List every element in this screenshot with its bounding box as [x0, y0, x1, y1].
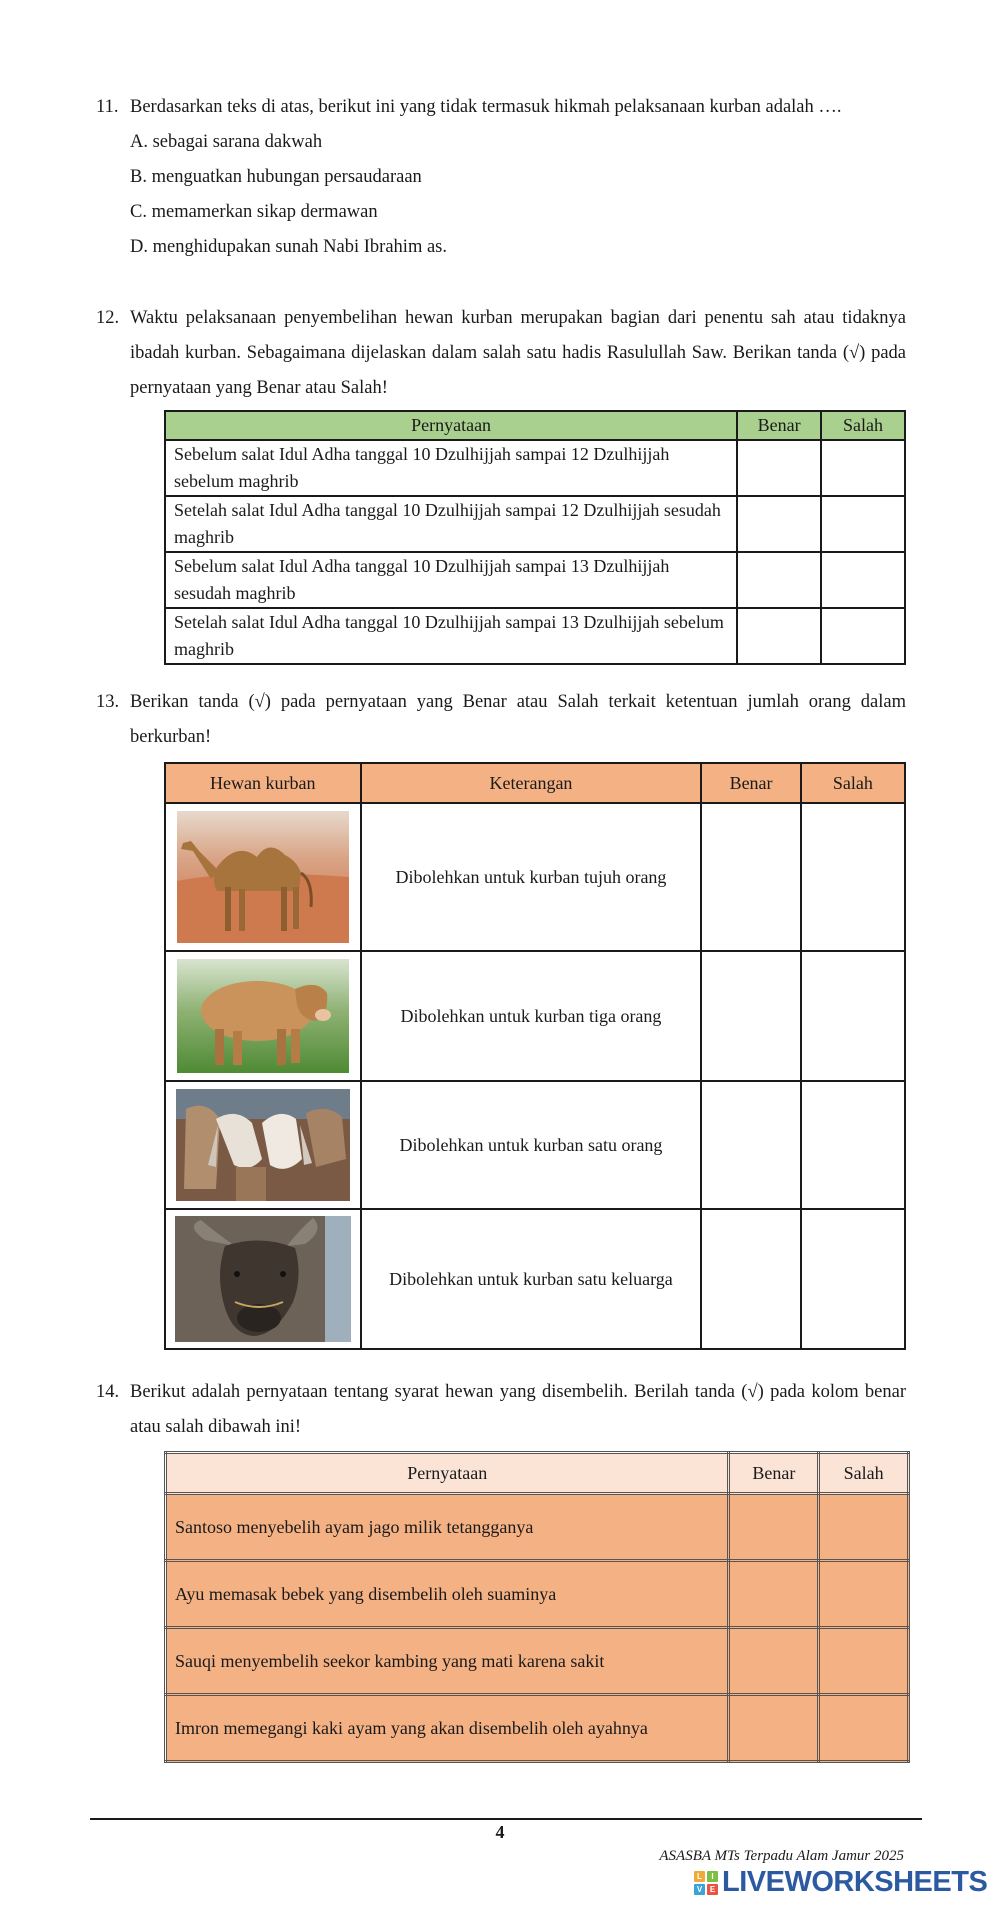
brand-name: LIVEWORKSHEETS — [722, 1866, 988, 1898]
salah-cell[interactable] — [821, 440, 905, 496]
benar-cell[interactable] — [737, 552, 821, 608]
header-keterangan: Keterangan — [361, 763, 702, 803]
question-text: Berikan tanda (√) pada pernyataan yang Benar atau Salah terkait ketentuan jumlah orang dalam berkurban! — [130, 692, 906, 747]
cow-image — [177, 959, 349, 1073]
header-salah: Salah — [819, 1453, 909, 1494]
option-c[interactable]: C. memamerkan sikap dermawan — [130, 202, 378, 222]
salah-cell[interactable] — [801, 951, 905, 1081]
salah-cell[interactable] — [819, 1695, 909, 1762]
statement-cell: Setelah salat Idul Adha tanggal 10 Dzulhijjah sampai 13 Dzulhijjah sebelum maghrib — [165, 608, 737, 664]
header-salah: Salah — [801, 763, 905, 803]
header-benar: Benar — [701, 763, 800, 803]
goat-image — [176, 1089, 350, 1201]
header-benar: Benar — [729, 1453, 819, 1494]
benar-cell[interactable] — [737, 440, 821, 496]
option-d[interactable]: D. menghidupakan sunah Nabi Ibrahim as. — [130, 237, 447, 257]
question-number: 14. — [96, 1382, 120, 1402]
benar-cell[interactable] — [737, 608, 821, 664]
benar-cell[interactable] — [729, 1561, 819, 1628]
question-number: 11. — [96, 97, 119, 117]
benar-cell[interactable] — [701, 803, 800, 951]
animal-image-cell — [165, 951, 361, 1081]
statement-cell: Sauqi menyembelih seekor kambing yang mati karena sakit — [166, 1628, 729, 1695]
question-14 — [96, 1375, 906, 1445]
page-number: 4 — [495, 1822, 505, 1842]
benar-cell[interactable] — [729, 1695, 819, 1762]
option-b[interactable]: B. menguatkan hubungan persaudaraan — [130, 167, 422, 187]
salah-cell[interactable] — [821, 496, 905, 552]
animal-table-13 — [164, 762, 906, 1350]
option-a[interactable]: A. sebagai sarana dakwah — [130, 132, 323, 152]
salah-cell[interactable] — [801, 803, 905, 951]
statement-cell: Setelah salat Idul Adha tanggal 10 Dzulhijjah sampai 12 Dzulhijjah sesudah maghrib — [165, 496, 737, 552]
liveworksheets-brand[interactable] — [694, 1866, 987, 1899]
statement-cell: Sebelum salat Idul Adha tanggal 10 Dzulhijjah sampai 12 Dzulhijjah sebelum maghrib — [165, 440, 737, 496]
statement-cell: Ayu memasak bebek yang disembelih oleh suaminya — [166, 1561, 729, 1628]
statement-cell: Santoso menyebelih ayam jago milik tetangganya — [166, 1494, 729, 1561]
salah-cell[interactable] — [821, 552, 905, 608]
salah-cell[interactable] — [819, 1561, 909, 1628]
salah-cell[interactable] — [801, 1209, 905, 1349]
question-number: 13. — [96, 692, 120, 712]
logo-letter: L — [694, 1871, 705, 1882]
description-cell: Dibolehkan untuk kurban tujuh orang — [361, 803, 702, 951]
animal-image-cell — [165, 803, 361, 951]
logo-letter: E — [707, 1884, 718, 1895]
statement-cell: Sebelum salat Idul Adha tanggal 10 Dzulhijjah sampai 13 Dzulhijjah sesudah maghrib — [165, 552, 737, 608]
header-pernyataan: Pernyataan — [165, 411, 737, 440]
camel-image — [177, 811, 349, 943]
benar-cell[interactable] — [701, 1081, 800, 1209]
salah-cell[interactable] — [819, 1628, 909, 1695]
question-text: Berikut adalah pernyataan tentang syarat hewan yang disembelih. Berilah tanda (√) pada kolom benar atau salah dibawah ini! — [130, 1382, 906, 1437]
footer-divider — [90, 1818, 922, 1820]
benar-cell[interactable] — [701, 951, 800, 1081]
header-salah: Salah — [821, 411, 905, 440]
salah-cell[interactable] — [821, 608, 905, 664]
header-hewan: Hewan kurban — [165, 763, 361, 803]
logo-letter: V — [694, 1884, 705, 1895]
liveworksheets-logo-icon — [694, 1871, 718, 1895]
logo-letter: I — [707, 1871, 718, 1882]
question-text: Waktu pelaksanaan penyembelihan hewan kurban merupakan bagian dari penentu sah atau tidaknya ibadah kurban. Sebagaimana dijelaskan dalam salah satu hadis Rasulullah Saw. Berikan tanda (√) pada pernyataan yang Benar atau Salah! — [130, 308, 906, 398]
statement-table-14 — [164, 1451, 910, 1763]
benar-cell[interactable] — [729, 1628, 819, 1695]
benar-cell[interactable] — [737, 496, 821, 552]
salah-cell[interactable] — [819, 1494, 909, 1561]
header-pernyataan: Pernyataan — [166, 1453, 729, 1494]
buffalo-image — [175, 1216, 351, 1342]
question-11 — [96, 90, 906, 265]
header-benar: Benar — [737, 411, 821, 440]
question-number: 12. — [96, 308, 120, 328]
animal-image-cell — [165, 1081, 361, 1209]
description-cell: Dibolehkan untuk kurban tiga orang — [361, 951, 702, 1081]
question-12 — [96, 301, 906, 406]
footer-credit: ASASBA MTs Terpadu Alam Jamur 2025 — [659, 1848, 904, 1864]
benar-cell[interactable] — [729, 1494, 819, 1561]
question-13 — [96, 685, 906, 755]
salah-cell[interactable] — [801, 1081, 905, 1209]
benar-cell[interactable] — [701, 1209, 800, 1349]
statement-cell: Imron memegangi kaki ayam yang akan disembelih oleh ayahnya — [166, 1695, 729, 1762]
statement-table-12 — [164, 410, 906, 665]
question-text: Berdasarkan teks di atas, berikut ini yang tidak termasuk hikmah pelaksanaan kurban adalah …. — [130, 97, 842, 117]
description-cell: Dibolehkan untuk kurban satu keluarga — [361, 1209, 702, 1349]
description-cell: Dibolehkan untuk kurban satu orang — [361, 1081, 702, 1209]
animal-image-cell — [165, 1209, 361, 1349]
